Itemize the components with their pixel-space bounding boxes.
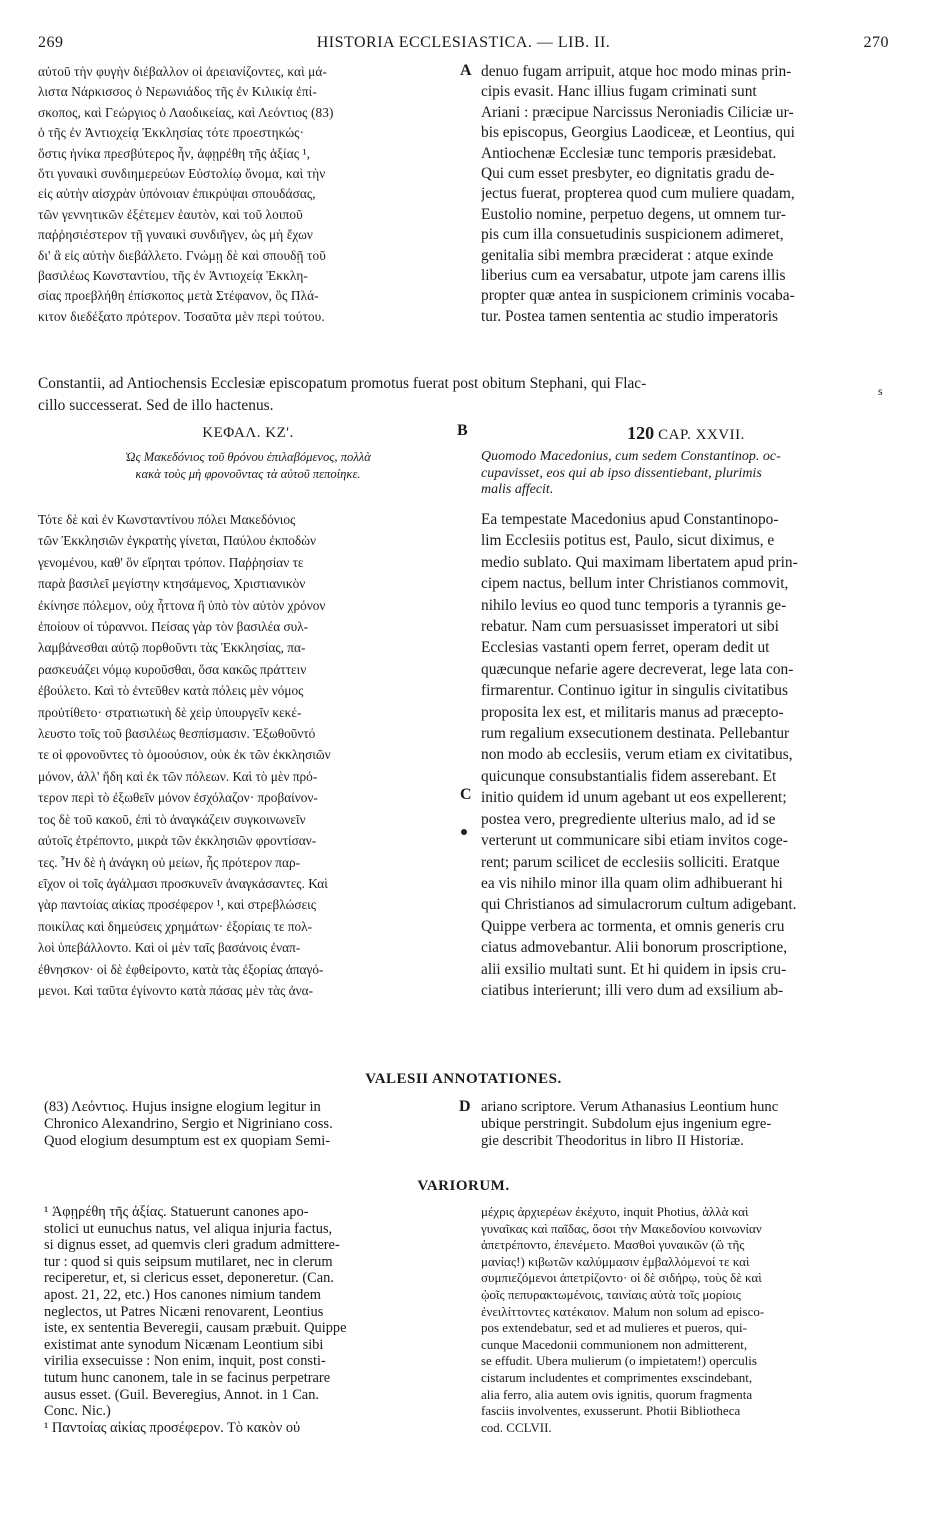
variorum-right-column bbox=[481, 1204, 893, 1436]
text-line: pis cum illa consuetudinis suspicionem adimeret, bbox=[481, 226, 784, 244]
text-line: liberius cum ea versabatur, utpote jam carens illis bbox=[481, 267, 786, 285]
text-line: ἀπετρέποντο, ἐπενέμετο. Μασθοὶ γυναικῶν (ὢ τῆς bbox=[481, 1237, 745, 1253]
text-line: qui Christianos ad simulacrorum cultum adigebant. bbox=[481, 896, 797, 914]
text-line: Quippe verbera ac tormenta, et omnis generis cru bbox=[481, 917, 785, 935]
text-line: τῶν γεννητικῶν ἐξέτεμεν ἑαυτὸν, καὶ τοῦ λοιποῦ bbox=[38, 206, 303, 222]
text-line: malis affecit. bbox=[481, 482, 554, 498]
variorum-title: VARIORUM. bbox=[417, 1178, 510, 1194]
text-line: medio sublato. Qui maximam libertatem apud prin- bbox=[481, 553, 798, 571]
text-line: propter quæ antea in suspicionem criminis vocaba- bbox=[481, 287, 795, 305]
text-line: τε οἱ φρονοῦντες τὸ ὁμοούσιον, οὐκ ἐκ τῶν ἐκκλησιῶν bbox=[38, 747, 331, 763]
valesii-left-column bbox=[44, 1099, 454, 1149]
latin-chapter-heading-wrap bbox=[481, 423, 891, 444]
margin-letter-b: B bbox=[457, 422, 468, 439]
text-line: ὅστις ἡνίκα πρεσβύτερος ἦν, ἀφῃρέθη τῆς ἀξίας ¹, bbox=[38, 145, 311, 161]
text-line: γυναῖκας καὶ παῖδας, ὅσοι τὴν Μακεδονίου κοινωνίαν bbox=[481, 1220, 762, 1236]
text-line: Ecclesias vastanti opem ferret, operam dedit ut bbox=[481, 639, 770, 657]
text-line: Quomodo Macedonius, cum sedem Constantinop. oc- bbox=[481, 449, 781, 464]
text-line: ciatus admovebantur. Alii bonorum proscriptione, bbox=[481, 939, 788, 957]
text-line: initio quidem id unum agebant ut eos expellerent; bbox=[481, 789, 787, 807]
full-width-line-2: cillo successerat. Sed de illo hactenus. bbox=[38, 397, 274, 414]
text-line: Eustolio nomine, perpetuo degens, ut omnem tur- bbox=[481, 205, 786, 223]
running-header bbox=[38, 34, 889, 56]
text-line: μόνον, ἀλλ' ἤδη καὶ ἐκ τῶν πόλεων. Καὶ τὸ μὲν πρό- bbox=[38, 768, 318, 784]
margin-letter-a: A bbox=[460, 62, 472, 79]
text-line: κακὰ τοὺς μὴ φρονοῦντας τὰ αὐτοῦ πεποίηκε. bbox=[135, 466, 361, 481]
text-line: pos extendebatur, sed et ad mulieres et pueros, qui- bbox=[481, 1320, 747, 1336]
text-line: nihilo levius eo quod tunc temporis a tyrannis ge- bbox=[481, 596, 787, 614]
text-line: existimat ante synodum Nicænam Leontium sibi bbox=[44, 1336, 324, 1353]
text-line: neglectos, ut Patres Nicæni renovarent, Leontius bbox=[44, 1303, 324, 1320]
text-line: μανίας!) κιβωτῶν καλύμμασιν ἐμβαλλόμενοί τε καὶ bbox=[481, 1253, 750, 1269]
text-line: tur. Postea tamen sententia ac studio imperatoris bbox=[481, 307, 779, 325]
variorum-left-column bbox=[44, 1204, 462, 1436]
full-width-line-1: Constantii, ad Antiochensis Ecclesiæ episcopatum promotus fuerat post obitum Stephani, qui Flac- bbox=[38, 375, 647, 392]
text-line: ubique perstringit. Subdolum ejus ingenium egre- bbox=[481, 1115, 772, 1132]
text-line: ἐποίουν οἱ τύραννοι. Πείσας γὰρ τὸν βασιλέα συλ- bbox=[38, 619, 309, 635]
text-line: rum regalium exsecutionem destinata. Pellebantur bbox=[481, 725, 790, 743]
text-line: τῶν Ἐκκλησιῶν ἐγκρατὴς γίνεται, Παύλου ἐκποδὼν bbox=[38, 533, 316, 549]
text-line: ὅτι γυναικὶ συνδιημερεύων Εὐστολίῳ ὄνομα, καὶ τὴν bbox=[38, 166, 326, 182]
chapter-number: 120 bbox=[627, 423, 655, 443]
text-line: εἰς αὐτὴν αἰσχρὰν ὑπόνοιαν ἐπικρύψαι σπουδάσας, bbox=[38, 186, 316, 202]
margin-letter-c: C bbox=[460, 786, 472, 803]
text-line: ciatibus interierunt; illi vero dum ad exsilium ab- bbox=[481, 981, 784, 999]
text-line: έθνησκον· οἱ δὲ ἐφθείροντο, κατὰ τὰς ἐξορίας ἀπαγό- bbox=[38, 961, 324, 977]
page-number-left: 269 bbox=[38, 34, 64, 51]
valesii-right-column bbox=[481, 1099, 891, 1149]
greek-chapter-heading: ΚΕΦΑΛ. ΚΖ'. bbox=[202, 425, 294, 441]
text-line: se effudit. Ubera mulierum (o impietatem!) operculis bbox=[481, 1353, 757, 1369]
text-line: σίας προεβλήθη ἐπίσκοπος μετὰ Στέφανον, ὃς Πλά- bbox=[38, 288, 319, 304]
text-line: tutum hunc canonem, tale in se facinus perpetrare bbox=[44, 1369, 331, 1386]
text-line: alii exsilio multati sunt. Et hi quidem in ipsis cru- bbox=[481, 960, 787, 978]
text-line: rebatur. Nam cum persuasisset imperatori ut sibi bbox=[481, 618, 779, 636]
text-line: Τότε δὲ καὶ ἐν Κωνσταντίνου πόλει Μακεδόνιος bbox=[38, 512, 296, 527]
text-line: ausus esset. (Guil. Beveregius, Annot. in 1 Can. bbox=[44, 1386, 319, 1403]
text-line: (83) Λεόντιος. Hujus insigne elogium legitur in bbox=[44, 1099, 321, 1115]
text-line: alia ferro, alia autem ovis ignitis, quorum fragmenta bbox=[481, 1386, 753, 1402]
text-line: αὐτοῖς ἐτρέποντο, μικρὰ τῶν ἐκκλησιῶν φροντίσαν- bbox=[38, 833, 317, 849]
text-line: iste, ex sententia Beveregii, causam præbuit. Quippe bbox=[44, 1320, 347, 1337]
latin-chapter-summary bbox=[481, 449, 891, 499]
text-line: genitalia sibi membra præciderat : atque exinde bbox=[481, 246, 774, 264]
text-line: bis episcopus, Georgius Laodiceæ, et Leontius, qui bbox=[481, 124, 795, 142]
text-line: cupavisset, eos qui ab ipso dissentiebant, plurimis bbox=[481, 465, 762, 481]
text-line: apost. 21, 22, etc.) Hos canones nimium tandem bbox=[44, 1286, 321, 1303]
text-line: cipis evasit. Hanc illius fugam criminati sunt bbox=[481, 83, 757, 101]
text-line: ἐκίνησε πόλεμον, οὐχ ἧττονα ἢ ὑπὸ τὸν αὐτὸν χρόνον bbox=[38, 597, 326, 613]
text-line: cod. CCLVII. bbox=[481, 1419, 552, 1435]
latin-column-top bbox=[481, 62, 891, 327]
text-line: ¹ Ἀφῃρέθη τῆς ἀξίας. Statuerunt canones apo- bbox=[44, 1204, 309, 1220]
text-line: non modo ab ecclesiis, verum etiam ex civitatibus, bbox=[481, 746, 793, 764]
text-line: ἐβούλετο. Καὶ τὸ ἐντεῦθεν κατὰ πόλεις μὲν νόμος bbox=[38, 683, 304, 699]
text-line: αὐτοῦ τὴν φυγὴν διέβαλλον οἱ ἀρειανίζοντες, καὶ μά- bbox=[38, 64, 328, 79]
valesii-title: VALESII ANNOTATIONES. bbox=[365, 1071, 562, 1087]
text-line: quicunque consubstantialis fidem asserebant. Et bbox=[481, 767, 777, 785]
text-line: συμπιεζόμενοι ἀπετρίζοντο· οἱ δὲ σιδήρῳ, τοὺς δὲ καὶ bbox=[481, 1270, 762, 1286]
text-line: Qui cum esset presbyter, eo dignitatis gradu de- bbox=[481, 165, 775, 183]
text-line: ἐνειλίττοντες κατέκαιον. Malum non solum ad episco- bbox=[481, 1303, 765, 1319]
text-line: ¹ Παντοίας αἰκίας προσέφερον. Τὸ κακὸν οὐ bbox=[44, 1419, 301, 1436]
text-line: δι' ἃ εἰς αὐτὴν διεβάλλετο. Γνώμῃ δὲ καὶ σπουδῇ τοῦ bbox=[38, 247, 326, 263]
text-line: λαμβάνεσθαι αὐτῷ πορθοῦντι τὰς Ἐκκλησίας, πα- bbox=[38, 640, 306, 656]
text-line: reciperetur, et, si clericus esset, deponeretur. (Can. bbox=[44, 1270, 334, 1287]
text-line: ᾠοῖς πεπυρακτωμένοις, ταινίαις αὐτὰ τοῖς μορίοις bbox=[481, 1286, 741, 1302]
text-line: μέχρις ἀρχιερέων ἐκέχυτο, inquit Photius, ἀλλὰ καὶ bbox=[481, 1204, 749, 1219]
text-line: σκοπος, καὶ Γεώργιος ὁ Λαοδικείας, καὶ Λεόντιος (83) bbox=[38, 104, 334, 120]
text-line: τερον περὶ τὸ ἐξωθεῖν μόνον ἐσχόλαζον· προβαίνον- bbox=[38, 790, 318, 806]
text-line: quæcunque nefarie agere decreverat, lege lata con- bbox=[481, 660, 794, 678]
text-line: κιτον διεδέξατο πρότερον. Τοσαῦτα μὲν περὶ τούτου. bbox=[38, 308, 325, 324]
text-line: Quod elogium desumptum est ex quopiam Semi- bbox=[44, 1132, 331, 1149]
text-line: Ariani : præcipue Narcissus Neroniadis Ciliciæ ur- bbox=[481, 103, 794, 121]
text-line: jectus fuerat, propterea quod cum muliere quadam, bbox=[481, 185, 795, 203]
page-number-right: 270 bbox=[863, 34, 889, 51]
text-line: λευστο τοῖς τοῦ βασιλέως θεσπίσμασιν. Ἐξωθοῦντό bbox=[38, 726, 316, 742]
text-line: βασιλέως Κωνσταντίου, τῆς ἐν Ἀντιοχείᾳ Ἐκκλη- bbox=[38, 268, 308, 284]
text-line: ρασκευάζει νόμῳ κυροῦσθαι, ὅσα κακῶς πράττειν bbox=[38, 661, 307, 677]
text-line: verterunt ut communicare sibi etiam invitos coge- bbox=[481, 832, 788, 850]
text-line: γενομένου, καθ' ὃν εἴρηται τρόπον. Παῤῥησίαν τε bbox=[38, 554, 304, 570]
text-line: λοὶ ὑπεβάλλοντο. Καὶ οἱ μὲν ταῖς βασάνοις ἐναπ- bbox=[38, 940, 301, 956]
text-line: εῖχον οἱ τοῖς ἀγάλμασι προσκυνεῖν ἀναγκάσαντες. Καὶ bbox=[38, 875, 328, 891]
running-title: HISTORIA ECCLESIASTICA. — LIB. II. bbox=[316, 34, 611, 51]
text-line: fasciis involventes, exusserunt. Photii Bibliotheca bbox=[481, 1403, 741, 1419]
greek-column-chapter bbox=[38, 509, 458, 1001]
subscript-s: s bbox=[878, 384, 883, 398]
text-line: γὰρ παντοίας αἰκίας προσέφερον ¹, καὶ στρεβλώσεις bbox=[38, 897, 317, 913]
text-line: cipem nactus, bellum inter Christianos commovit, bbox=[481, 575, 789, 593]
text-line: cistarum includentes et comprimentes exscindebant, bbox=[481, 1369, 753, 1385]
text-line: gie describit Theodoritus in libro II Historiæ. bbox=[481, 1132, 744, 1149]
text-line: Ὡς Μακεδόνιος τοῦ θρόνου ἐπιλαβόμενος, πολλὰ bbox=[125, 450, 371, 464]
text-line: tur : quod si quis seipsum mutilaret, nec in clerum bbox=[44, 1253, 333, 1270]
greek-chapter-summary bbox=[38, 449, 458, 482]
text-line: proposita lex est, et militaris manus ad præcepto- bbox=[481, 703, 784, 721]
text-line: παρὰ βασιλεῖ μεγίστην κτησάμενος, Χριστιανικὸν bbox=[38, 576, 306, 592]
text-line: firmarentur. Continuo igitur in singulis civitatibus bbox=[481, 682, 788, 700]
text-line: rent; parum scilicet de ecclesiis solliciti. Eratque bbox=[481, 853, 780, 871]
text-line: stolici ut eunuchus natus, vel aliqua injuria factus, bbox=[44, 1220, 333, 1237]
text-line: Chronico Alexandrino, Sergio et Nigriniano coss. bbox=[44, 1115, 333, 1132]
text-line: lim Ecclesiis potitus est, Paulo, sicut diximus, e bbox=[481, 532, 775, 550]
text-line: virilia exsecuisse : Non enim, inquit, post consti- bbox=[44, 1353, 326, 1370]
text-line: τες. Ἦν δὲ ἡ ἀνάγκη οὐ μείων, ἧς πρότερον παρ- bbox=[38, 854, 301, 870]
text-line: ποικίλας καὶ δημεύσεις χρημάτων· ἐξορίαις τε πολ- bbox=[38, 918, 313, 934]
text-line: Antiochenæ Ecclesiæ tunc temporis præsidebat. bbox=[481, 144, 777, 162]
text-line: denuo fugam arripuit, atque hoc modo minas prin- bbox=[481, 63, 792, 80]
text-line: Ea tempestate Macedonius apud Constantinopo- bbox=[481, 511, 779, 528]
text-line: τος δὲ τοῦ κακοῦ, ἐπὶ τὸ ἀναγκάζειν συγκοινωνεῖν bbox=[38, 811, 306, 827]
text-line: μενοι. Καὶ ταῦτα ἐγίνοντο κατὰ πάσας μὲν τὰς ἀνα- bbox=[38, 982, 314, 998]
greek-column-top bbox=[38, 62, 458, 327]
text-line: postea vero, pregrediente ulterius malo, ad id se bbox=[481, 810, 776, 828]
latin-column-chapter bbox=[481, 509, 891, 1001]
text-line: si dignus esset, ad quemvis cleri gradum admittere- bbox=[44, 1237, 340, 1254]
text-line: ὁ τῆς ἐν Ἀντιοχείᾳ Ἐκκλησίας τότε προεστηκώς· bbox=[38, 125, 305, 141]
text-line: παῤῥησιέστερον τῇ γυναικὶ συνδιῆγεν, ὡς μὴ ἔχων bbox=[38, 227, 314, 243]
margin-dot bbox=[461, 829, 467, 835]
text-line: λιστα Νάρκισσος ὁ Νερωνιάδος τῆς ἐν Κιλικίᾳ ἐπί- bbox=[38, 84, 317, 100]
margin-letter-d: D bbox=[459, 1098, 471, 1115]
latin-chapter-heading: CAP. XXVII. bbox=[658, 427, 745, 443]
text-line: προὐτίθετο· στρατιωτικὴ δὲ χεὶρ ὑπουργεῖν κεκέ- bbox=[38, 704, 302, 720]
text-line: ea vis nihilo minor illa quam olim adhibuerant hi bbox=[481, 874, 783, 892]
text-line: ariano scriptore. Verum Athanasius Leontium hunc bbox=[481, 1099, 779, 1115]
text-line: Conc. Nic.) bbox=[44, 1403, 111, 1420]
text-line: cunque Macedonii communionem non admitterent, bbox=[481, 1336, 748, 1352]
